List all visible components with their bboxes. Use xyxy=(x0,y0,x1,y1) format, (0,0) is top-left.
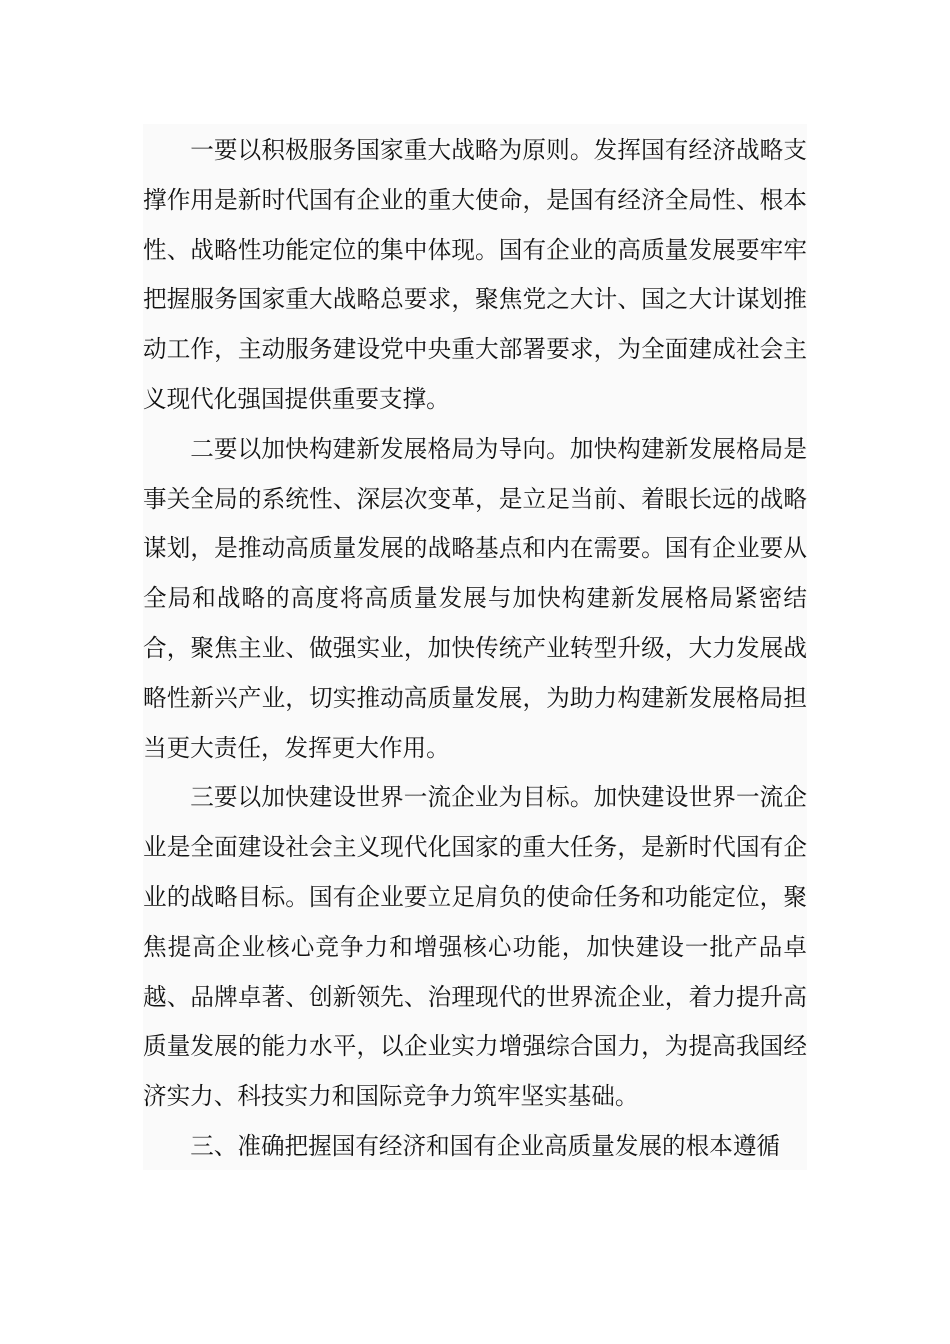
paragraph-3: 三要以加快建设世界一流企业为目标。加快建设世界一流企业是全面建设社会主义现代化国家的重大任务，是新时代国有企业的战略目标。国有企业要立足肩负的使命任务和功能定位，聚焦提高企业核心竞争力和增强核心功能，加快建设一批产品卓越、品牌卓著、创新领先、治理现代的世界流企业，着力提升高质量发展的能力水平，以企业实力增强综合国力，为提高我国经济实力、科技实力和国际竞争力筑牢坚实基础。 xyxy=(143,783,807,1111)
text-block xyxy=(143,124,807,1170)
section-heading: 三、准确把握国有经济和国有企业高质量发展的根本遵循 xyxy=(190,1131,781,1160)
paragraph-1: 一要以积极服务国家重大战略为原则。发挥国有经济战略支撑作用是新时代国有企业的重大使命，是国有经济全局性、根本性、战略性功能定位的集中体现。国有企业的高质量发展要牢牢把握服务国家重大战略总要求，聚焦党之大计、国之大计谋划推动工作，主动服务建设党中央重大部署要求，为全面建成社会主义现代化强国提供重要支撑。 xyxy=(143,136,807,413)
paragraph-2: 二要以加快构建新发展格局为导向。加快构建新发展格局是事关全局的系统性、深层次变革，是立足当前、着眼长远的战略谋划，是推动高质量发展的战略基点和内在需要。国有企业要从全局和战略的高度将高质量发展与加快构建新发展格局紧密结合，聚焦主业、做强实业，加快传统产业转型升级，大力发展战略性新兴产业，切实推动高质量发展，为助力构建新发展格局担当更大责任，发挥更大作用。 xyxy=(143,434,807,762)
